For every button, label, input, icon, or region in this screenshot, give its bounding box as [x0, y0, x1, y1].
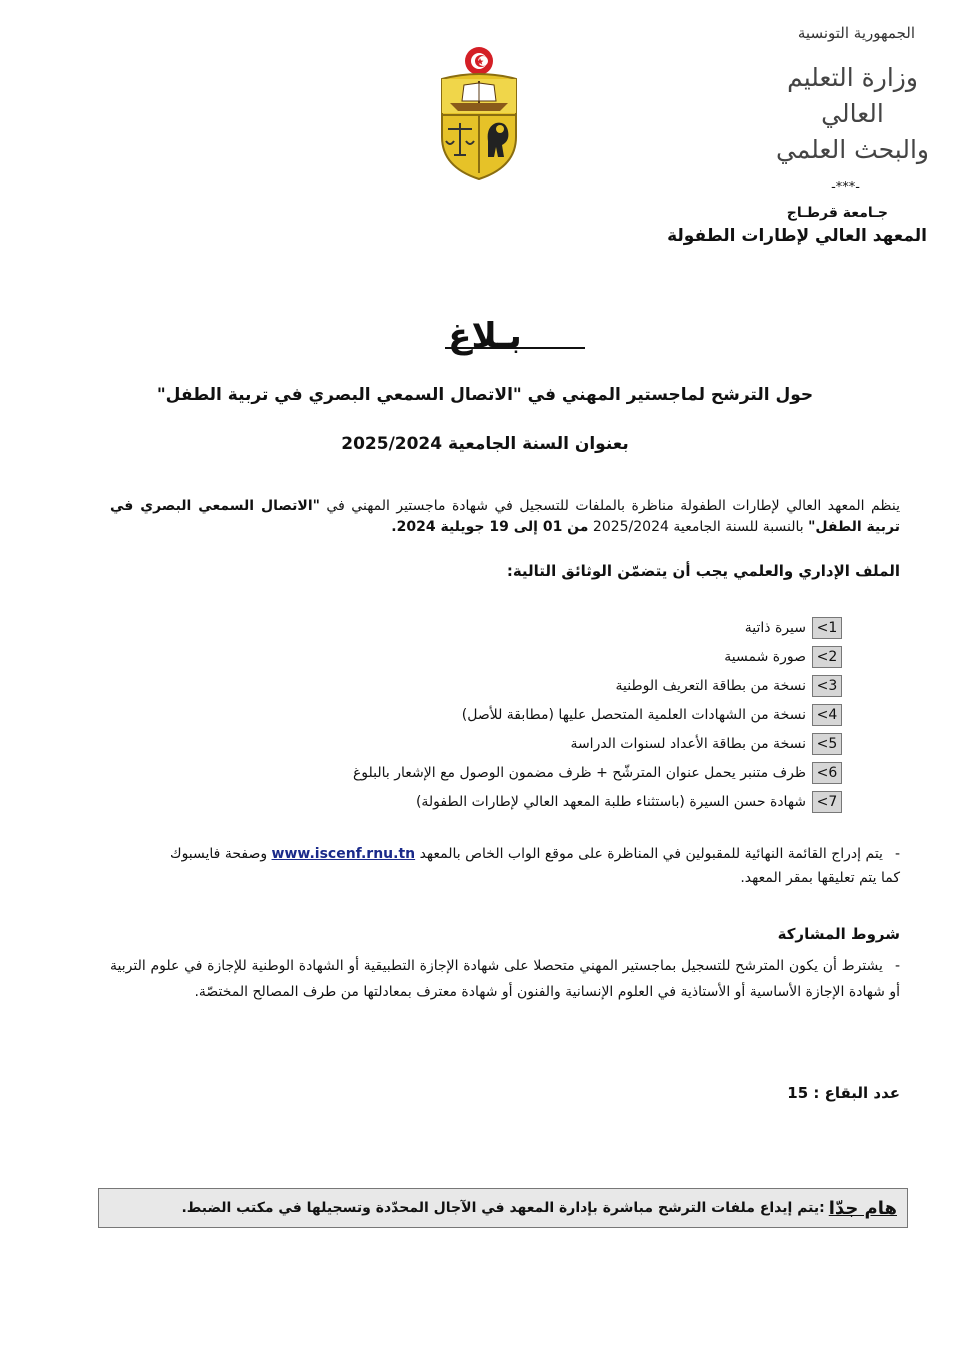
list-item: [353, 758, 842, 787]
seats-count: [787, 1084, 900, 1102]
item-text: نسخة من الشهادات العلمية المتحصل عليها (مطابقة للأصل): [461, 706, 806, 723]
important-label: هام جدّا: [828, 1197, 897, 1219]
arrow-marker-icon: <: [816, 793, 829, 810]
documents-list: [353, 613, 842, 816]
item-number-box: < 3: [812, 675, 842, 697]
seats-value: 15: [787, 1084, 809, 1102]
title-underline: [445, 347, 585, 349]
item-number-box: < 4: [812, 704, 842, 726]
conditions-heading: شروط المشاركة: [777, 925, 900, 943]
important-text: :يتم إيداع ملفات الترشح مباشرة بإدارة المعهد في الآجال المحدّدة وتسجيلها في مكتب الضبط.: [181, 1200, 825, 1216]
item-text: نسخة من بطاقة التعريف الوطنية: [615, 677, 806, 694]
documents-heading: الملف الإداري والعلمي يجب أن يتضمّن الوثائق التالية:: [506, 562, 900, 580]
list-item: [353, 613, 842, 642]
item-text: ظرف متنبر يحمل عنوان المترشّح + ظرف مضمون الوصول مع الإشعار بالبلوغ: [352, 764, 806, 781]
item-number-box: < 1: [812, 617, 842, 639]
bullet-dash: -: [894, 846, 900, 862]
intro-paragraph: [110, 496, 900, 538]
important-notice-box: [98, 1188, 908, 1228]
list-item: [353, 671, 842, 700]
list-item: [353, 700, 842, 729]
item-number-box: < 7: [812, 791, 842, 813]
academic-year: بعنوان السنة الجامعية 2025/2024: [341, 434, 629, 454]
item-text: نسخة من بطاقة الأعداد لسنوات الدراسة: [570, 735, 806, 752]
separator-stars: -***-: [831, 180, 860, 195]
ministry-line-2: والبحث العلمي: [775, 135, 929, 164]
institute-website-link[interactable]: www.iscenf.rnu.tn: [271, 846, 416, 862]
list-item: [353, 642, 842, 671]
intro-dates: من 01 إلى 19 جويلية 2024.: [391, 519, 589, 535]
bullet-dash: -: [894, 958, 900, 974]
institute-name: المعهد العالي لإطارات الطفولة: [667, 226, 927, 246]
item-text: شهادة حسن السيرة (باستثناء طلبة المعهد العالي لإطارات الطفولة): [415, 793, 806, 810]
announcement-subject: حول الترشح لماجستير المهني في "الاتصال السمعي البصري في تربية الطفل": [156, 385, 814, 405]
conditions-text: يشترط أن يكون المترشح للتسجيل بماجستير المهني متحصلا على شهادة الإجازة التطبيقية أو الشهادة الوطنية للإجازة في علوم التربية أو شهادة الإجازة الأساسية أو الأستاذية في العلوم الإنسانية والفنون أو شهادة معترف بمعادلتها من طرف المصالح المختصّة.: [110, 958, 900, 1000]
arrow-marker-icon: <: [816, 706, 829, 723]
publication-text-2: وصفحة فايسبوك كما يتم تعليقها بمقر المعهد.: [170, 846, 900, 886]
item-number-box: < 2: [812, 646, 842, 668]
list-item: [353, 729, 842, 758]
ministry-line-1: وزارة التعليم العالي: [787, 63, 918, 128]
item-text: سيرة ذاتية: [744, 619, 806, 636]
republic-name: الجمهورية التونسية: [797, 24, 915, 42]
item-number-box: < 5: [812, 733, 842, 755]
announcement-title: بـلاغ: [448, 316, 522, 356]
list-item: [353, 787, 842, 816]
item-number-box: < 6: [812, 762, 842, 784]
intro-program-name: "الاتصال السمعي البصري في تربية الطفل": [110, 498, 900, 535]
arrow-marker-icon: <: [816, 764, 829, 781]
ministry-name: [770, 60, 935, 168]
tunisia-coat-of-arms-icon: [436, 45, 522, 181]
university-name: جـامعة قرطـاج: [786, 205, 888, 221]
intro-text-1: ينظم المعهد العالي لإطارات الطفولة مناظرة بالملفات للتسجيل في شهادة ماجستير المهني في: [319, 498, 900, 514]
arrow-marker-icon: <: [816, 735, 829, 752]
publication-note: [170, 842, 900, 890]
item-text: صورة شمسية: [724, 648, 806, 665]
conditions-paragraph: [110, 953, 900, 1005]
seats-label: عدد البقاع :: [808, 1084, 900, 1102]
arrow-marker-icon: <: [816, 619, 829, 636]
arrow-marker-icon: <: [816, 677, 829, 694]
publication-text-1: يتم إدراج القائمة النهائية للمقبولين في المناظرة على موقع الواب الخاص بالمعهد: [415, 846, 883, 862]
arrow-marker-icon: <: [816, 648, 829, 665]
intro-text-2: بالنسبة للسنة الجامعية 2025/2024: [588, 519, 809, 535]
